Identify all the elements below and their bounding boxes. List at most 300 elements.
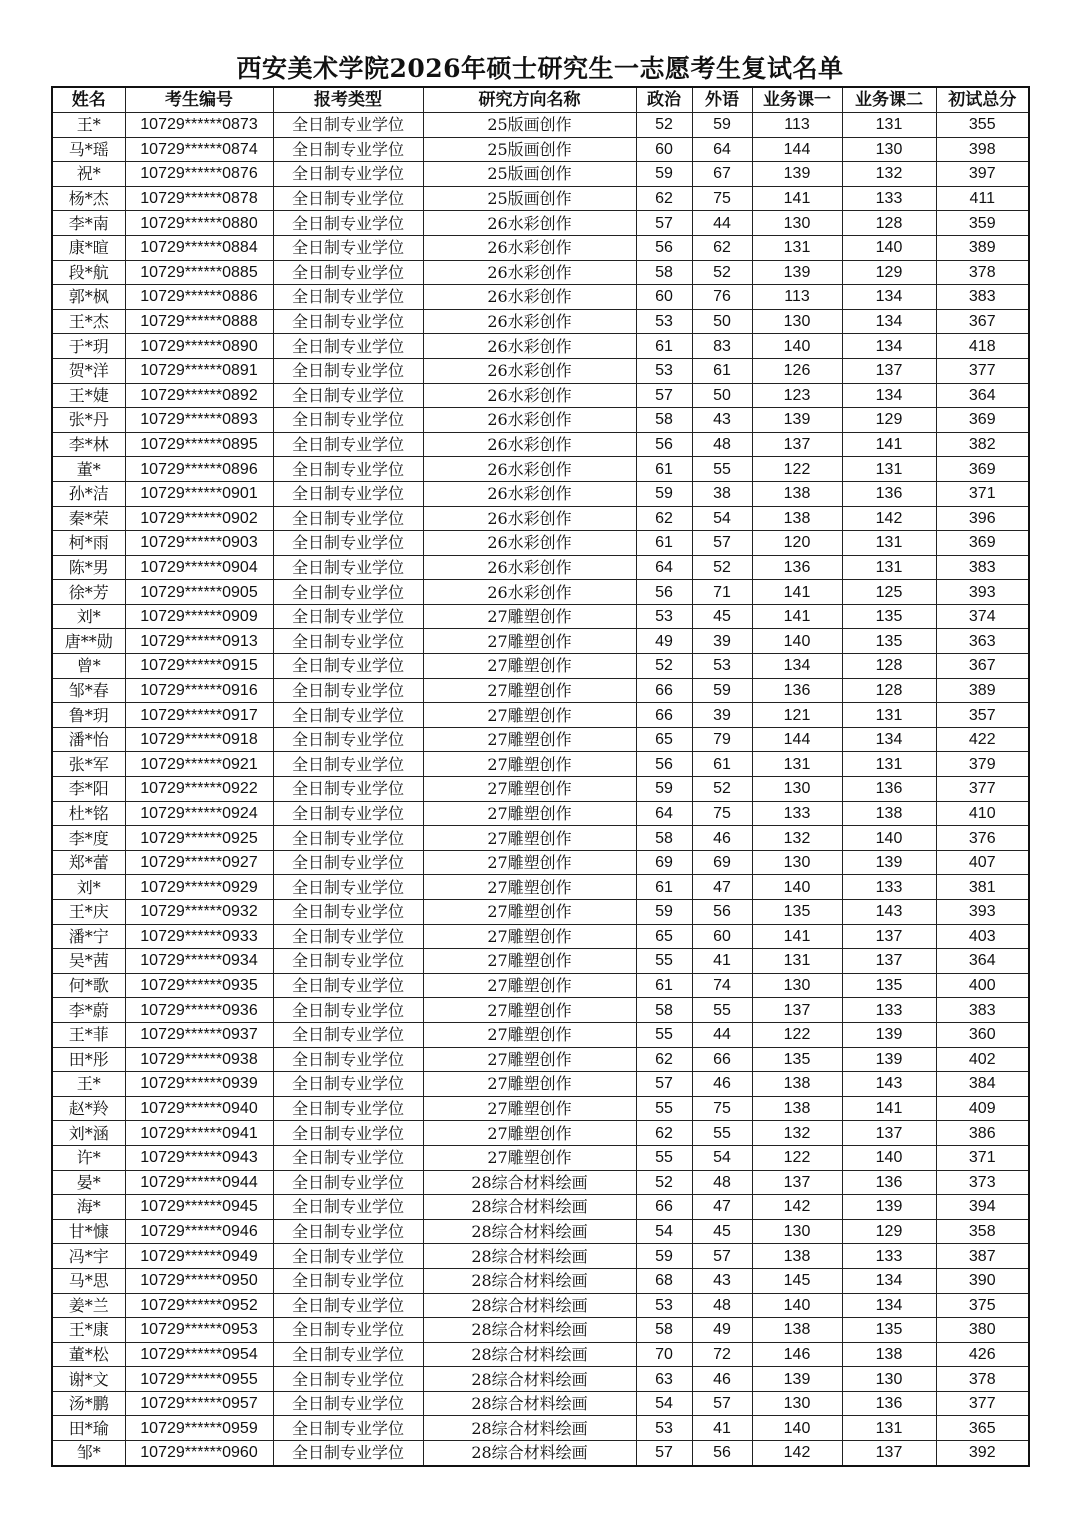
exam-id-cell: 10729******0891: [125, 358, 273, 383]
course-one-score-cell: 139: [752, 260, 842, 285]
total-score-cell: 381: [936, 875, 1029, 900]
foreign-language-score-cell: 47: [692, 1195, 752, 1220]
table-row: [52, 162, 1029, 187]
name-cell: 孙*洁: [52, 481, 125, 506]
research-direction-cell: 26水彩创作: [423, 580, 636, 605]
exam-id-cell: 10729******0943: [125, 1145, 273, 1170]
name-cell: 邹*: [52, 1441, 125, 1466]
course-one-score-cell: 140: [752, 875, 842, 900]
course-one-score-cell: 130: [752, 777, 842, 802]
course-two-score-cell: 134: [842, 1293, 936, 1318]
apply-type-cell: 全日制专业学位: [273, 285, 423, 310]
foreign-language-score-cell: 57: [692, 1391, 752, 1416]
exam-id-cell: 10729******0874: [125, 137, 273, 162]
exam-id-cell: 10729******0890: [125, 334, 273, 359]
header-name: 姓名: [52, 87, 125, 113]
politics-score-cell: 65: [636, 924, 692, 949]
course-two-score-cell: 143: [842, 900, 936, 925]
research-direction-cell: 27雕塑创作: [423, 629, 636, 654]
apply-type-cell: 全日制专业学位: [273, 481, 423, 506]
name-cell: 唐**勋: [52, 629, 125, 654]
course-one-score-cell: 138: [752, 481, 842, 506]
name-cell: 柯*雨: [52, 531, 125, 556]
name-cell: 董*松: [52, 1342, 125, 1367]
apply-type-cell: 全日制专业学位: [273, 801, 423, 826]
politics-score-cell: 64: [636, 555, 692, 580]
research-direction-cell: 27雕塑创作: [423, 654, 636, 679]
table-row: [52, 604, 1029, 629]
foreign-language-score-cell: 59: [692, 113, 752, 138]
course-one-score-cell: 122: [752, 1022, 842, 1047]
total-score-cell: 389: [936, 678, 1029, 703]
research-direction-cell: 26水彩创作: [423, 555, 636, 580]
exam-id-cell: 10729******0934: [125, 949, 273, 974]
politics-score-cell: 66: [636, 678, 692, 703]
table-row: [52, 998, 1029, 1023]
name-cell: 田*瑜: [52, 1416, 125, 1441]
foreign-language-score-cell: 52: [692, 555, 752, 580]
research-direction-cell: 28综合材料绘画: [423, 1391, 636, 1416]
name-cell: 郭*枫: [52, 285, 125, 310]
total-score-cell: 374: [936, 604, 1029, 629]
politics-score-cell: 59: [636, 1244, 692, 1269]
course-two-score-cell: 131: [842, 703, 936, 728]
foreign-language-score-cell: 57: [692, 531, 752, 556]
course-one-score-cell: 130: [752, 1391, 842, 1416]
research-direction-cell: 27雕塑创作: [423, 727, 636, 752]
course-two-score-cell: 134: [842, 285, 936, 310]
politics-score-cell: 60: [636, 137, 692, 162]
course-two-score-cell: 139: [842, 850, 936, 875]
research-direction-cell: 26水彩创作: [423, 383, 636, 408]
name-cell: 郑*蕾: [52, 850, 125, 875]
exam-id-cell: 10729******0937: [125, 1022, 273, 1047]
exam-id-cell: 10729******0929: [125, 875, 273, 900]
research-direction-cell: 26水彩创作: [423, 457, 636, 482]
course-one-score-cell: 122: [752, 1145, 842, 1170]
politics-score-cell: 55: [636, 949, 692, 974]
research-direction-cell: 28综合材料绘画: [423, 1342, 636, 1367]
total-score-cell: 357: [936, 703, 1029, 728]
document-title: 西安美术学院2026年硕士研究生一志愿考生复试名单: [236, 54, 844, 83]
table-row: [52, 875, 1029, 900]
apply-type-cell: 全日制专业学位: [273, 137, 423, 162]
politics-score-cell: 57: [636, 1072, 692, 1097]
foreign-language-score-cell: 53: [692, 654, 752, 679]
foreign-language-score-cell: 61: [692, 358, 752, 383]
course-two-score-cell: 128: [842, 211, 936, 236]
course-one-score-cell: 131: [752, 752, 842, 777]
research-direction-cell: 26水彩创作: [423, 334, 636, 359]
politics-score-cell: 61: [636, 875, 692, 900]
name-cell: 李*蔚: [52, 998, 125, 1023]
research-direction-cell: 27雕塑创作: [423, 875, 636, 900]
politics-score-cell: 61: [636, 973, 692, 998]
foreign-language-score-cell: 56: [692, 1441, 752, 1466]
apply-type-cell: 全日制专业学位: [273, 235, 423, 260]
course-one-score-cell: 140: [752, 334, 842, 359]
table-row: [52, 211, 1029, 236]
name-cell: 赵*羚: [52, 1096, 125, 1121]
exam-id-cell: 10729******0932: [125, 900, 273, 925]
foreign-language-score-cell: 49: [692, 1318, 752, 1343]
politics-score-cell: 58: [636, 408, 692, 433]
apply-type-cell: 全日制专业学位: [273, 1441, 423, 1466]
total-score-cell: 411: [936, 186, 1029, 211]
foreign-language-score-cell: 75: [692, 1096, 752, 1121]
politics-score-cell: 56: [636, 235, 692, 260]
total-score-cell: 389: [936, 235, 1029, 260]
exam-id-cell: 10729******0927: [125, 850, 273, 875]
name-cell: 晏*: [52, 1170, 125, 1195]
politics-score-cell: 52: [636, 654, 692, 679]
course-two-score-cell: 142: [842, 506, 936, 531]
research-direction-cell: 26水彩创作: [423, 408, 636, 433]
course-one-score-cell: 130: [752, 309, 842, 334]
exam-id-cell: 10729******0936: [125, 998, 273, 1023]
apply-type-cell: 全日制专业学位: [273, 531, 423, 556]
politics-score-cell: 59: [636, 162, 692, 187]
foreign-language-score-cell: 55: [692, 457, 752, 482]
politics-score-cell: 59: [636, 900, 692, 925]
apply-type-cell: 全日制专业学位: [273, 1072, 423, 1097]
table-row: [52, 1268, 1029, 1293]
name-cell: 秦*荣: [52, 506, 125, 531]
course-two-score-cell: 135: [842, 604, 936, 629]
course-one-score-cell: 130: [752, 850, 842, 875]
research-direction-cell: 28综合材料绘画: [423, 1441, 636, 1466]
total-score-cell: 383: [936, 285, 1029, 310]
exam-id-cell: 10729******0892: [125, 383, 273, 408]
total-score-cell: 383: [936, 998, 1029, 1023]
table-row: [52, 506, 1029, 531]
politics-score-cell: 56: [636, 580, 692, 605]
apply-type-cell: 全日制专业学位: [273, 924, 423, 949]
politics-score-cell: 53: [636, 604, 692, 629]
research-direction-cell: 28综合材料绘画: [423, 1195, 636, 1220]
table-row: [52, 580, 1029, 605]
course-one-score-cell: 130: [752, 973, 842, 998]
apply-type-cell: 全日制专业学位: [273, 777, 423, 802]
politics-score-cell: 53: [636, 1293, 692, 1318]
table-row: [52, 1367, 1029, 1392]
research-direction-cell: 27雕塑创作: [423, 1096, 636, 1121]
exam-id-cell: 10729******0957: [125, 1391, 273, 1416]
politics-score-cell: 61: [636, 531, 692, 556]
table-row: [52, 949, 1029, 974]
foreign-language-score-cell: 75: [692, 186, 752, 211]
apply-type-cell: 全日制专业学位: [273, 752, 423, 777]
research-direction-cell: 25版画创作: [423, 186, 636, 211]
table-row: [52, 900, 1029, 925]
total-score-cell: 367: [936, 654, 1029, 679]
table-row: [52, 629, 1029, 654]
politics-score-cell: 55: [636, 1096, 692, 1121]
course-one-score-cell: 141: [752, 186, 842, 211]
research-direction-cell: 26水彩创作: [423, 309, 636, 334]
politics-score-cell: 64: [636, 801, 692, 826]
foreign-language-score-cell: 46: [692, 1072, 752, 1097]
course-two-score-cell: 136: [842, 481, 936, 506]
course-one-score-cell: 131: [752, 949, 842, 974]
course-two-score-cell: 134: [842, 309, 936, 334]
research-direction-cell: 27雕塑创作: [423, 1145, 636, 1170]
politics-score-cell: 62: [636, 1047, 692, 1072]
course-one-score-cell: 121: [752, 703, 842, 728]
name-cell: 姜*兰: [52, 1293, 125, 1318]
course-two-score-cell: 129: [842, 260, 936, 285]
politics-score-cell: 54: [636, 1219, 692, 1244]
research-direction-cell: 25版画创作: [423, 137, 636, 162]
table-body: [52, 113, 1029, 1466]
politics-score-cell: 55: [636, 1145, 692, 1170]
course-two-score-cell: 136: [842, 1170, 936, 1195]
total-score-cell: 378: [936, 1367, 1029, 1392]
politics-score-cell: 58: [636, 826, 692, 851]
table-row: [52, 186, 1029, 211]
exam-id-cell: 10729******0935: [125, 973, 273, 998]
candidate-table: [51, 86, 1030, 1467]
foreign-language-score-cell: 50: [692, 309, 752, 334]
header-politics: 政治: [636, 87, 692, 113]
course-one-score-cell: 135: [752, 1047, 842, 1072]
total-score-cell: 422: [936, 727, 1029, 752]
table-row: [52, 1096, 1029, 1121]
research-direction-cell: 28综合材料绘画: [423, 1318, 636, 1343]
course-one-score-cell: 144: [752, 727, 842, 752]
course-two-score-cell: 141: [842, 1096, 936, 1121]
exam-id-cell: 10729******0905: [125, 580, 273, 605]
research-direction-cell: 27雕塑创作: [423, 850, 636, 875]
name-cell: 王*婕: [52, 383, 125, 408]
foreign-language-score-cell: 59: [692, 678, 752, 703]
header-course-two: 业务课二: [842, 87, 936, 113]
research-direction-cell: 27雕塑创作: [423, 973, 636, 998]
total-score-cell: 359: [936, 211, 1029, 236]
research-direction-cell: 27雕塑创作: [423, 998, 636, 1023]
name-cell: 何*歌: [52, 973, 125, 998]
table-row: [52, 285, 1029, 310]
total-score-cell: 393: [936, 580, 1029, 605]
table-row: [52, 1072, 1029, 1097]
politics-score-cell: 69: [636, 850, 692, 875]
total-score-cell: 373: [936, 1170, 1029, 1195]
table-row: [52, 1416, 1029, 1441]
course-one-score-cell: 141: [752, 604, 842, 629]
total-score-cell: 410: [936, 801, 1029, 826]
foreign-language-score-cell: 43: [692, 1268, 752, 1293]
total-score-cell: 383: [936, 555, 1029, 580]
name-cell: 王*: [52, 1072, 125, 1097]
total-score-cell: 402: [936, 1047, 1029, 1072]
course-two-score-cell: 137: [842, 1121, 936, 1146]
research-direction-cell: 27雕塑创作: [423, 949, 636, 974]
research-direction-cell: 26水彩创作: [423, 481, 636, 506]
name-cell: 刘*: [52, 875, 125, 900]
total-score-cell: 365: [936, 1416, 1029, 1441]
course-two-score-cell: 140: [842, 826, 936, 851]
foreign-language-score-cell: 47: [692, 875, 752, 900]
exam-id-cell: 10729******0954: [125, 1342, 273, 1367]
name-cell: 王*菲: [52, 1022, 125, 1047]
exam-id-cell: 10729******0938: [125, 1047, 273, 1072]
name-cell: 吴*茜: [52, 949, 125, 974]
total-score-cell: 375: [936, 1293, 1029, 1318]
research-direction-cell: 28综合材料绘画: [423, 1367, 636, 1392]
course-two-score-cell: 131: [842, 752, 936, 777]
apply-type-cell: 全日制专业学位: [273, 850, 423, 875]
name-cell: 谢*文: [52, 1367, 125, 1392]
header-course-one: 业务课一: [752, 87, 842, 113]
name-cell: 杜*铭: [52, 801, 125, 826]
exam-id-cell: 10729******0917: [125, 703, 273, 728]
course-two-score-cell: 132: [842, 162, 936, 187]
exam-id-cell: 10729******0902: [125, 506, 273, 531]
politics-score-cell: 55: [636, 1022, 692, 1047]
table-row: [52, 1318, 1029, 1343]
exam-id-cell: 10729******0949: [125, 1244, 273, 1269]
course-one-score-cell: 138: [752, 1318, 842, 1343]
course-one-score-cell: 130: [752, 1219, 842, 1244]
foreign-language-score-cell: 56: [692, 900, 752, 925]
research-direction-cell: 27雕塑创作: [423, 900, 636, 925]
research-direction-cell: 25版画创作: [423, 113, 636, 138]
name-cell: 曾*: [52, 654, 125, 679]
apply-type-cell: 全日制专业学位: [273, 383, 423, 408]
exam-id-cell: 10729******0918: [125, 727, 273, 752]
course-two-score-cell: 139: [842, 1047, 936, 1072]
name-cell: 王*康: [52, 1318, 125, 1343]
name-cell: 段*航: [52, 260, 125, 285]
course-one-score-cell: 120: [752, 531, 842, 556]
course-one-score-cell: 132: [752, 1121, 842, 1146]
foreign-language-score-cell: 52: [692, 777, 752, 802]
course-two-score-cell: 137: [842, 1441, 936, 1466]
total-score-cell: 407: [936, 850, 1029, 875]
politics-score-cell: 53: [636, 358, 692, 383]
table-row: [52, 826, 1029, 851]
total-score-cell: 403: [936, 924, 1029, 949]
politics-score-cell: 49: [636, 629, 692, 654]
table-row: [52, 1342, 1029, 1367]
apply-type-cell: 全日制专业学位: [273, 113, 423, 138]
course-one-score-cell: 136: [752, 678, 842, 703]
exam-id-cell: 10729******0880: [125, 211, 273, 236]
course-two-score-cell: 131: [842, 531, 936, 556]
research-direction-cell: 28综合材料绘画: [423, 1244, 636, 1269]
exam-id-cell: 10729******0952: [125, 1293, 273, 1318]
table-row: [52, 1244, 1029, 1269]
research-direction-cell: 28综合材料绘画: [423, 1293, 636, 1318]
course-one-score-cell: 126: [752, 358, 842, 383]
course-one-score-cell: 138: [752, 1244, 842, 1269]
foreign-language-score-cell: 50: [692, 383, 752, 408]
exam-id-cell: 10729******0945: [125, 1195, 273, 1220]
course-two-score-cell: 133: [842, 1244, 936, 1269]
course-two-score-cell: 135: [842, 1318, 936, 1343]
header-research-direction: 研究方向名称: [423, 87, 636, 113]
table-row: [52, 727, 1029, 752]
total-score-cell: 396: [936, 506, 1029, 531]
foreign-language-score-cell: 61: [692, 752, 752, 777]
exam-id-cell: 10729******0909: [125, 604, 273, 629]
foreign-language-score-cell: 71: [692, 580, 752, 605]
total-score-cell: 390: [936, 1268, 1029, 1293]
table-row: [52, 1047, 1029, 1072]
apply-type-cell: 全日制专业学位: [273, 358, 423, 383]
table-row: [52, 432, 1029, 457]
foreign-language-score-cell: 41: [692, 1416, 752, 1441]
apply-type-cell: 全日制专业学位: [273, 1121, 423, 1146]
foreign-language-score-cell: 39: [692, 629, 752, 654]
course-two-score-cell: 125: [842, 580, 936, 605]
exam-id-cell: 10729******0915: [125, 654, 273, 679]
course-one-score-cell: 139: [752, 1367, 842, 1392]
name-cell: 祝*: [52, 162, 125, 187]
politics-score-cell: 61: [636, 334, 692, 359]
politics-score-cell: 53: [636, 1416, 692, 1441]
name-cell: 甘*慷: [52, 1219, 125, 1244]
table-row: [52, 358, 1029, 383]
apply-type-cell: 全日制专业学位: [273, 703, 423, 728]
table-row: [52, 383, 1029, 408]
name-cell: 李*阳: [52, 777, 125, 802]
course-two-score-cell: 141: [842, 432, 936, 457]
total-score-cell: 367: [936, 309, 1029, 334]
total-score-cell: 418: [936, 334, 1029, 359]
politics-score-cell: 52: [636, 113, 692, 138]
total-score-cell: 364: [936, 383, 1029, 408]
politics-score-cell: 57: [636, 1441, 692, 1466]
course-two-score-cell: 130: [842, 1367, 936, 1392]
politics-score-cell: 56: [636, 432, 692, 457]
course-two-score-cell: 138: [842, 801, 936, 826]
exam-id-cell: 10729******0903: [125, 531, 273, 556]
exam-id-cell: 10729******0888: [125, 309, 273, 334]
header-foreign-language: 外语: [692, 87, 752, 113]
apply-type-cell: 全日制专业学位: [273, 1022, 423, 1047]
foreign-language-score-cell: 52: [692, 260, 752, 285]
apply-type-cell: 全日制专业学位: [273, 629, 423, 654]
name-cell: 王*: [52, 113, 125, 138]
course-two-score-cell: 133: [842, 998, 936, 1023]
table-row: [52, 1293, 1029, 1318]
course-one-score-cell: 138: [752, 1096, 842, 1121]
apply-type-cell: 全日制专业学位: [273, 1318, 423, 1343]
politics-score-cell: 62: [636, 186, 692, 211]
politics-score-cell: 56: [636, 752, 692, 777]
exam-id-cell: 10729******0925: [125, 826, 273, 851]
apply-type-cell: 全日制专业学位: [273, 211, 423, 236]
foreign-language-score-cell: 45: [692, 604, 752, 629]
total-score-cell: 400: [936, 973, 1029, 998]
research-direction-cell: 27雕塑创作: [423, 1121, 636, 1146]
table-row: [52, 113, 1029, 138]
table-row: [52, 678, 1029, 703]
research-direction-cell: 26水彩创作: [423, 432, 636, 457]
research-direction-cell: 26水彩创作: [423, 235, 636, 260]
total-score-cell: 387: [936, 1244, 1029, 1269]
course-one-score-cell: 133: [752, 801, 842, 826]
foreign-language-score-cell: 79: [692, 727, 752, 752]
exam-id-cell: 10729******0939: [125, 1072, 273, 1097]
course-one-score-cell: 141: [752, 924, 842, 949]
politics-score-cell: 61: [636, 457, 692, 482]
course-one-score-cell: 113: [752, 285, 842, 310]
research-direction-cell: 28综合材料绘画: [423, 1268, 636, 1293]
exam-id-cell: 10729******0933: [125, 924, 273, 949]
foreign-language-score-cell: 55: [692, 1121, 752, 1146]
